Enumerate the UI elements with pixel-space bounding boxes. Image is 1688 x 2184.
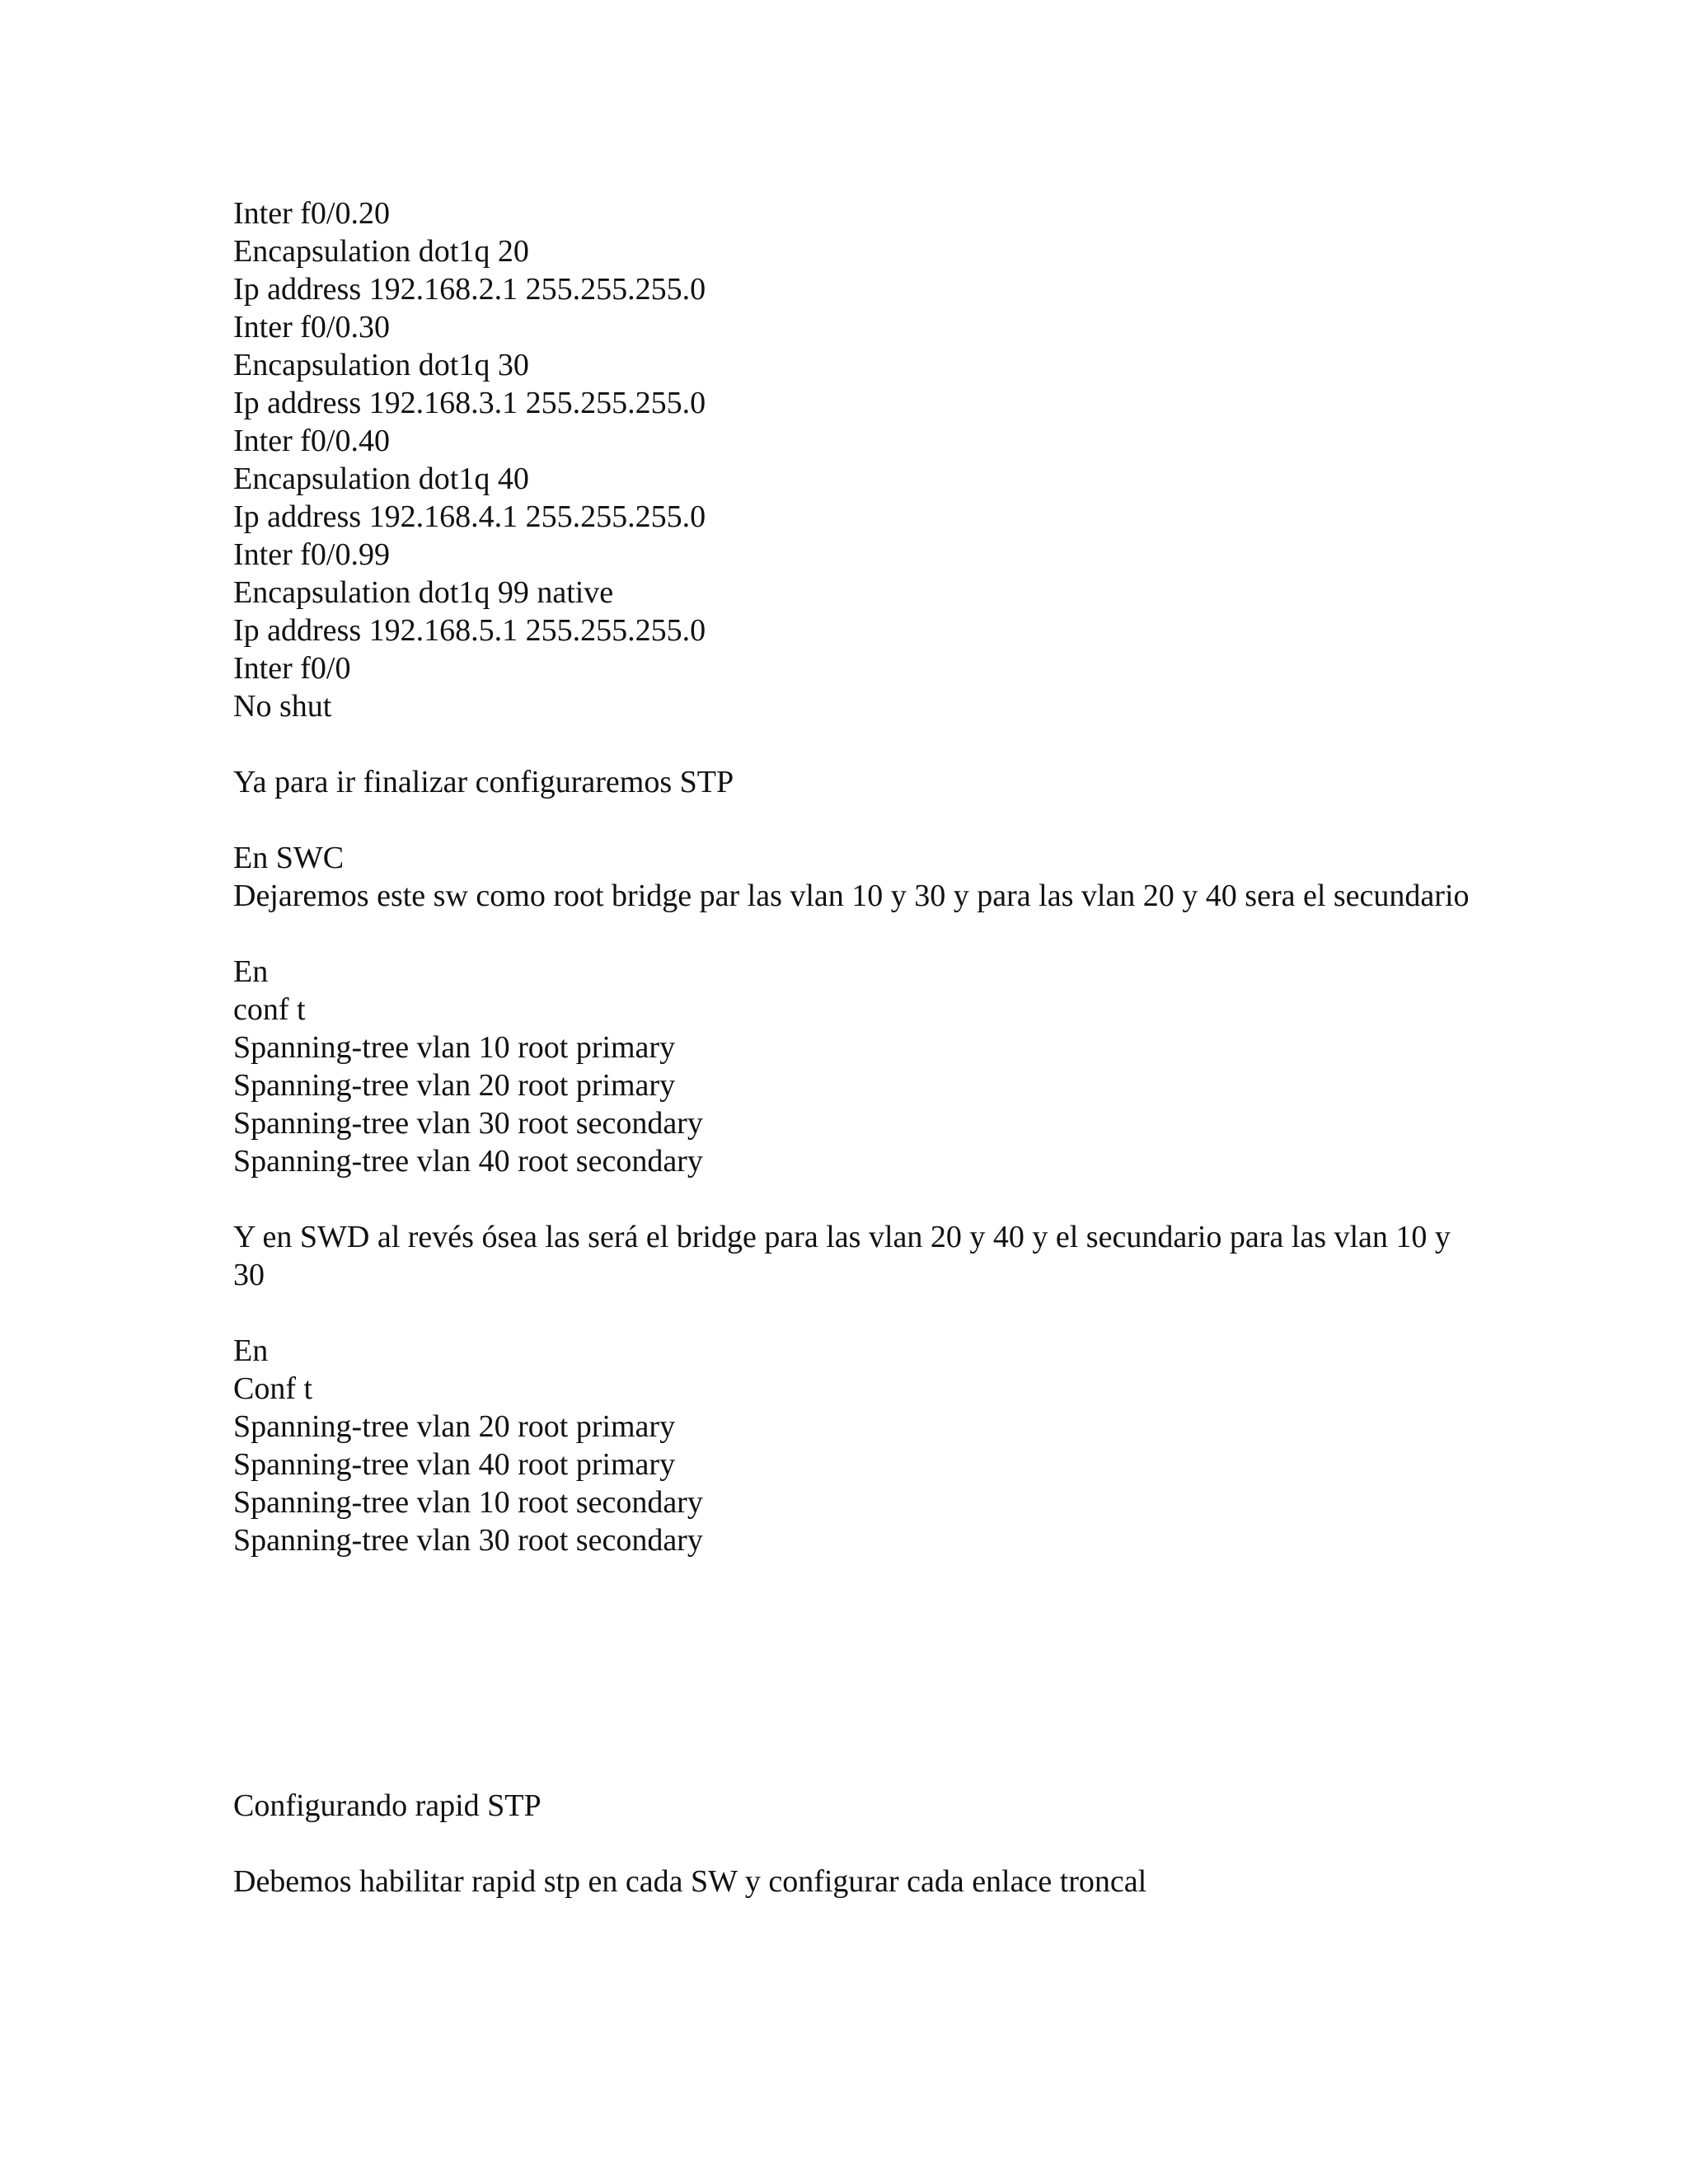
config-line: Inter f0/0.99 (233, 537, 390, 572)
config-line: Encapsulation dot1q 99 native (233, 575, 614, 610)
command-line: Spanning-tree vlan 20 root primary (233, 1409, 676, 1444)
config-line: No shut (233, 689, 332, 724)
config-line: Ip address 192.168.3.1 255.255.255.0 (233, 386, 706, 420)
config-line: Ip address 192.168.4.1 255.255.255.0 (233, 499, 706, 534)
swc-commands-block (233, 953, 1470, 1180)
command-line: Spanning-tree vlan 40 root secondary (233, 1144, 703, 1179)
command-line: Spanning-tree vlan 10 root secondary (233, 1485, 703, 1520)
spacer (233, 1294, 1470, 1332)
router-config-block (233, 194, 1470, 725)
spacer (233, 1180, 1470, 1218)
swc-heading: En SWC (233, 841, 345, 875)
spacer (233, 1559, 1470, 1787)
config-line: Inter f0/0.40 (233, 424, 390, 458)
config-line: Encapsulation dot1q 20 (233, 234, 529, 269)
swd-commands-block (233, 1332, 1470, 1559)
command-line: Spanning-tree vlan 20 root primary (233, 1068, 676, 1103)
spacer (233, 725, 1470, 763)
config-line: Inter f0/0.30 (233, 310, 390, 344)
command-line: En (233, 1333, 269, 1368)
swd-description: Y en SWD al revés ósea las será el bridge para las vlan 20 y 40 y el secundario para las vlan 10 y 30 (233, 1220, 1451, 1292)
stp-intro-text: Ya para ir finalizar configuraremos STP (233, 765, 734, 799)
config-line: Ip address 192.168.2.1 255.255.255.0 (233, 272, 706, 307)
rapid-stp-description: Debemos habilitar rapid stp en cada SW y configurar cada enlace troncal (233, 1864, 1147, 1899)
swc-description: Dejaremos este sw como root bridge par las vlan 10 y 30 y para las vlan 20 y 40 sera el secundario (233, 879, 1470, 913)
document-body (233, 194, 1470, 1900)
config-line: Inter f0/0.20 (233, 196, 390, 231)
spacer (233, 915, 1470, 953)
command-line: Spanning-tree vlan 30 root secondary (233, 1523, 703, 1558)
config-line: Encapsulation dot1q 40 (233, 462, 529, 496)
config-line: Encapsulation dot1q 30 (233, 348, 529, 382)
config-line: Ip address 192.168.5.1 255.255.255.0 (233, 613, 706, 648)
command-line: Spanning-tree vlan 10 root primary (233, 1030, 676, 1065)
spacer (233, 1825, 1470, 1863)
command-line: Spanning-tree vlan 40 root primary (233, 1447, 676, 1482)
spacer (233, 801, 1470, 839)
command-line: conf t (233, 992, 306, 1027)
command-line: Spanning-tree vlan 30 root secondary (233, 1106, 703, 1141)
rapid-stp-heading: Configurando rapid STP (233, 1788, 542, 1823)
command-line: Conf t (233, 1371, 313, 1406)
config-line: Inter f0/0 (233, 651, 351, 686)
command-line: En (233, 954, 269, 989)
